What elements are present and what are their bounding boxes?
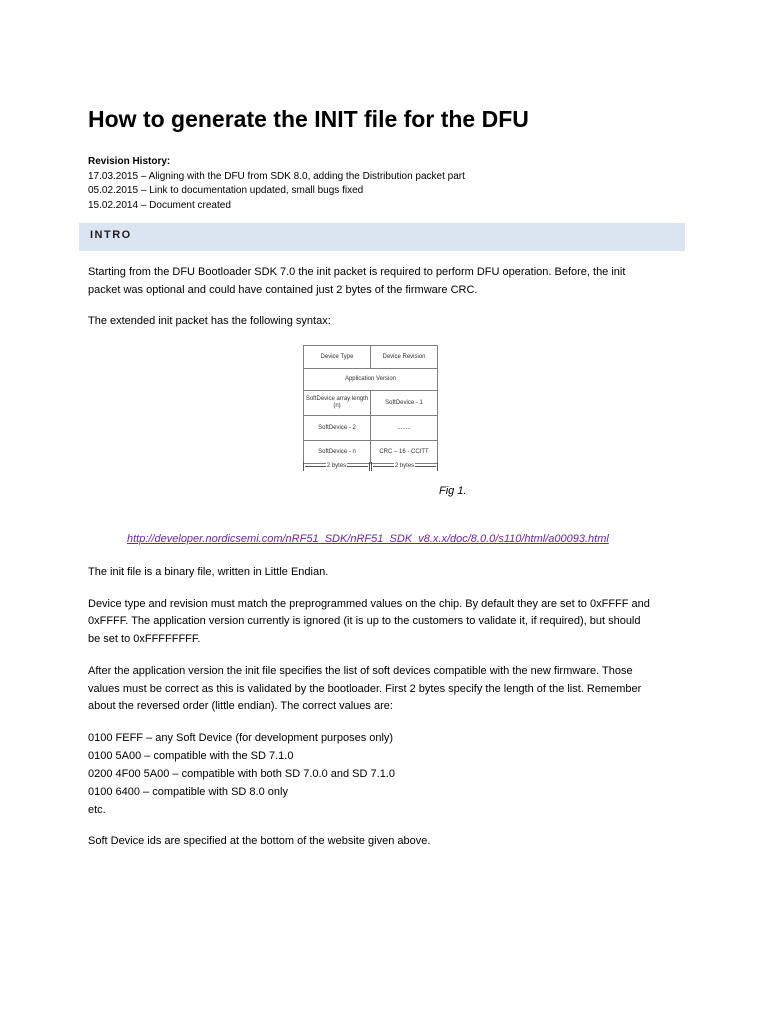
init-packet-syntax-figure: [303, 345, 438, 464]
paragraph-line: packet was optional and could have contained just 2 bytes of the firmware CRC.: [88, 284, 478, 296]
byte-marker-left: [303, 462, 370, 472]
binary-note: The init file is a binary file, written in Little Endian.: [88, 566, 329, 578]
cell-device-type: Device Type: [304, 346, 371, 369]
cell-softdevice-n: SoftDevice - n: [304, 441, 371, 464]
page-title: How to generate the INIT file for the DFU: [88, 106, 529, 132]
documentation-link[interactable]: http://developer.nordicsemi.com/nRF51_SDK/nRF51_SDK_v8.x.x/doc/8.0.0/s110/html/a00093.html: [127, 533, 609, 545]
revision-history: [88, 155, 465, 213]
figure-caption: Fig 1.: [439, 485, 467, 497]
cell-softdevice-array-length: SoftDevice array length (n): [304, 391, 371, 416]
syntax-intro-text: The extended init packet has the following syntax:: [88, 315, 331, 327]
cell-softdevice-1: SoftDevice - 1: [371, 391, 438, 416]
paragraph-line: After the application version the init file specifies the list of soft devices compatible with the new firmware. Those: [88, 665, 633, 677]
paragraph-line: 0xFFFF. The application version currently is ignored (it is up to the customers to validate it, if required), but should: [88, 615, 641, 627]
paragraph-line: Device type and revision must match the preprogrammed values on the chip. By default they are set to 0xFFFF and: [88, 598, 650, 610]
footer-note: Soft Device ids are specified at the bottom of the website given above.: [88, 835, 431, 847]
list-item: etc.: [88, 804, 106, 816]
byte-label: 2 bytes: [326, 463, 347, 469]
paragraph-line: Starting from the DFU Bootloader SDK 7.0 the init packet is required to perform DFU operation. Before, the init: [88, 266, 626, 278]
byte-label: 2 bytes: [394, 463, 415, 469]
list-item: 0100 FEFF – any Soft Device (for development purposes only): [88, 732, 394, 744]
intro-section-header: [79, 223, 685, 251]
cell-crc: CRC – 16 - CCITT: [371, 441, 438, 464]
cell-ellipsis: ........: [371, 416, 438, 441]
paragraph-line: about the reversed order (little endian). The correct values are:: [88, 700, 393, 712]
paragraph-line: values must be correct as this is validated by the bootloader. First 2 bytes specify the length of the list. Remember: [88, 683, 642, 695]
revision-entry: 05.02.2015 – Link to documentation updated, small bugs fixed: [88, 185, 364, 196]
revision-entry: 15.02.2014 – Document created: [88, 199, 231, 211]
byte-width-markers: [303, 462, 438, 472]
paragraph-line: be set to 0xFFFFFFFF.: [88, 633, 201, 645]
cell-device-revision: Device Revision: [371, 346, 438, 369]
list-item: 0100 5A00 – compatible with the SD 7.1.0: [88, 750, 294, 762]
intro-heading: INTRO: [90, 229, 132, 241]
cell-softdevice-2: SoftDevice - 2: [304, 416, 371, 441]
list-item: 0200 4F00 5A00 – compatible with both SD 7.0.0 and SD 7.1.0: [88, 768, 395, 780]
revision-entry: 17.03.2015 – Aligning with the DFU from SDK 8.0, adding the Distribution packet part: [88, 170, 465, 182]
cell-application-version: Application Version: [304, 369, 438, 391]
list-item: 0100 6400 – compatible with SD 8.0 only: [88, 786, 288, 798]
byte-marker-right: [371, 462, 438, 472]
revision-history-heading: Revision History:: [88, 156, 171, 167]
